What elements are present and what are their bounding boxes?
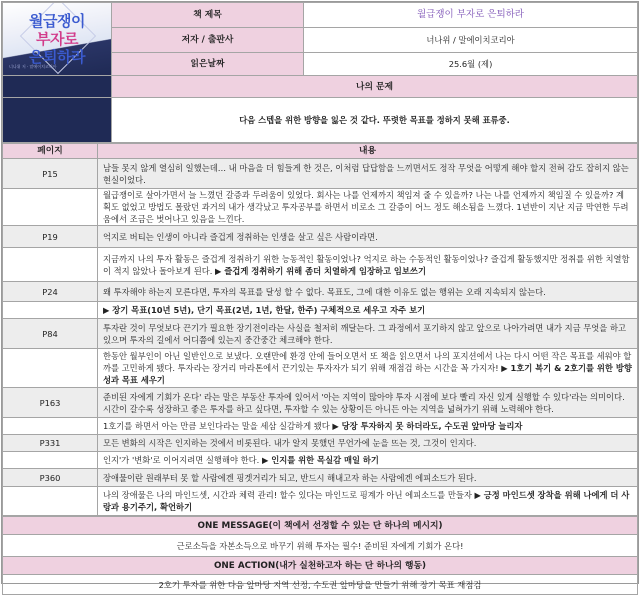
author-publisher: 너나위 / 말에이치코리아 bbox=[304, 28, 638, 53]
row-action-highlight: ▶ 긍정 마인드셋 장착을 위해 나에게 더 사랑과 용기주기, 확언하기 bbox=[103, 490, 630, 512]
table-row bbox=[3, 319, 638, 349]
cover-title-line2: 부자로 bbox=[36, 30, 78, 48]
row-action-highlight: ▶ 1호기 복기 & 2호기를 위한 방향성과 목표 세우기 bbox=[103, 363, 632, 385]
notes-rows bbox=[3, 159, 638, 516]
row-content bbox=[98, 302, 638, 319]
book-cover-lower bbox=[3, 76, 112, 98]
row-content-text: 모든 변화의 시작은 인지하는 것에서 비롯된다. 내가 알지 못했던 무언가에 눈을 뜨는 것, 그것이 인지다. bbox=[103, 438, 477, 448]
row-content-text: 한동안 월부인이 아닌 일반인으로 보냈다. 오랜만에 환경 안에 들어오면서 또 책을 읽으면서 나의 포지션에서 나는 다시 어떤 작은 목표를 세워야 할까를 고민하게 됐다. 투자라는 장거리 마라톤에서 끈기있는 투자자가 되기 위해 재점검 하는 시간을 꼭 가지자! bbox=[103, 351, 632, 373]
row-content-text: 지금까지 나의 투자 활동은 즐겁게 정취하기 위한 능동적인 활동이었나? 억지로 하는 수동적인 활동이었나? 즐겁게 활동했지만 정취를 위한 치열함이 적지 않았나 돌아보게 된다. bbox=[103, 253, 630, 276]
row-action-highlight: ▶ 인지를 위한 목실감 매일 하기 bbox=[261, 455, 379, 465]
row-content-text: 왜 투자해야 하는지 모른다면, 투자의 목표를 달성 할 수 없다. 목표도, 그에 대한 이유도 없는 행위는 오래 지속되지 않는다. bbox=[103, 286, 546, 297]
row-page bbox=[3, 302, 98, 319]
table-row bbox=[3, 302, 638, 319]
row-content bbox=[98, 435, 638, 452]
table-row bbox=[3, 487, 638, 516]
row-content bbox=[98, 189, 638, 226]
book-cover-image bbox=[3, 3, 111, 75]
row-content-text: 억지로 버티는 인생이 아니라 즐겁게 정취하는 인생을 살고 싶은 사람이라면. bbox=[103, 231, 378, 242]
row-page: P360 bbox=[3, 469, 98, 487]
summary-table bbox=[2, 516, 638, 595]
label-title: 책 제목 bbox=[112, 3, 304, 28]
book-title: 월급쟁이 부자로 은퇴하라 bbox=[304, 3, 638, 28]
table-row bbox=[3, 159, 638, 189]
cover-subtitle: 너나위 저 · 말에이치코리아 bbox=[9, 64, 57, 69]
row-action-highlight: ▶ 당장 투자하지 못 하더라도, 수도권 앞마당 늘리자 bbox=[332, 421, 523, 431]
row-page: P19 bbox=[3, 226, 98, 248]
one-message-text: 근로소득을 자본소득으로 바꾸기 위해 투자는 필수! 준비된 자에게 기회가 온다! bbox=[3, 535, 638, 557]
row-content bbox=[98, 349, 638, 388]
row-content-text: 남들 못지 않게 열심히 일했는데… 내 마음을 더 힘들게 한 것은, 이처럼 답답함을 느끼면서도 정작 무엇을 어떻게 해야 할지 전혀 감도 잡히지 않는 현실이었다. bbox=[103, 162, 629, 185]
row-page bbox=[3, 349, 98, 388]
table-row bbox=[3, 226, 638, 248]
row-content-text: 월급쟁이로 살아가면서 늘 느꼈던 갈증과 두려움이 있었다. 회사는 나를 언제까지 책임져 줄 수 있을까? 나는 나를 언제까지 책임질 수 있을까? 계획도 없었고 방법도 몰랐던 과거의 내가 생각났고 투자공부를 하면서 비로소 그 갈증이 어느 정도 해소됨을 느꼈다. 1년반이 지난 지금 막연한 두려움에서 조금은 벗어나고 있음을 느낀다. bbox=[103, 190, 629, 224]
table-row bbox=[3, 435, 638, 452]
row-content bbox=[98, 159, 638, 189]
row-page bbox=[3, 487, 98, 516]
row-content bbox=[98, 469, 638, 487]
row-page: P24 bbox=[3, 282, 98, 302]
row-action-highlight: ▶ 즐겁게 정취하기 위해 좀더 치열하게 임장하고 임보쓰기 bbox=[215, 265, 426, 276]
row-page bbox=[3, 189, 98, 226]
row-content bbox=[98, 418, 638, 435]
column-header-page: 페이지 bbox=[3, 144, 98, 159]
row-content-text: 장애물이란 원래부터 못 할 사람에겐 핑겟거리가 되고, 반드시 해내고자 하는 사람에겐 에피소드가 된다. bbox=[103, 472, 477, 483]
row-page bbox=[3, 248, 98, 282]
read-date: 25.6월 (제) bbox=[304, 53, 638, 76]
row-content-text: 투자란 것이 무엇보다 끈기가 필요한 장기전이라는 사실을 철저히 깨달는다. 그 과정에서 포기하지 않고 앞으로 나아가려면 내가 지금 무엇을 하고 있으며 투자의 길에서 어디쯤에 있는지 중간중간 체크해야 한다. bbox=[103, 322, 626, 345]
label-author-publisher: 저자 / 출판사 bbox=[112, 28, 304, 53]
table-row bbox=[3, 282, 638, 302]
book-cover-bottom bbox=[3, 98, 112, 143]
info-table bbox=[2, 2, 638, 143]
table-row bbox=[3, 388, 638, 418]
one-action-header: ONE ACTION(내가 실천하고자 하는 단 하나의 행동) bbox=[3, 557, 638, 575]
one-action-text: 2호기 투자를 위한 다음 앞마당 지역 선정, 수도권 앞마당을 만들기 위해 장기 목표 재점검 bbox=[3, 575, 638, 595]
table-row bbox=[3, 189, 638, 226]
row-page: P163 bbox=[3, 388, 98, 418]
row-page bbox=[3, 418, 98, 435]
book-cover bbox=[3, 3, 112, 76]
row-content-text: 1호기를 하면서 아는 만큼 보인다라는 말을 세삼 실감하게 됐다 bbox=[103, 421, 330, 431]
row-page: P15 bbox=[3, 159, 98, 189]
problem-text: 다음 스텝을 위한 방향을 잃은 것 같다. 뚜렷한 목표를 정하지 못해 표류중. bbox=[112, 98, 638, 143]
row-content-text: 준비된 자에게 기회가 온다' 라는 말은 부동산 투자에 있어서 '아는 지역이 많아야 투자 시점에 보다 빨리 자신 있게 실행할 수 있다'라는 의미이다. 시간이 갈수록 성장하고 좋은 투자를 하고 싶다면, 투자할 수 있는 상황이든 아니든 아는 지역을 넓혀가기 위해 노력해야 한다. bbox=[103, 391, 625, 414]
row-content bbox=[98, 319, 638, 349]
row-content-text: 나의 장애물은 나의 마인드셋, 시간과 체력 관리! 할수 있다는 마인드로 핑계가 아닌 에피소드를 만들자 bbox=[103, 490, 472, 500]
row-content bbox=[98, 452, 638, 469]
table-row bbox=[3, 349, 638, 388]
table-row bbox=[3, 452, 638, 469]
row-page: P331 bbox=[3, 435, 98, 452]
table-row bbox=[3, 469, 638, 487]
row-content bbox=[98, 226, 638, 248]
table-row bbox=[3, 248, 638, 282]
cover-title-line1: 월급쟁이 bbox=[29, 12, 85, 30]
row-action-highlight: ▶ 장기 목표(10년 5년), 단기 목표(2년, 1년, 한달, 한주) 구체적으로 세우고 자주 보기 bbox=[103, 305, 426, 315]
row-page: P84 bbox=[3, 319, 98, 349]
row-content bbox=[98, 282, 638, 302]
label-read-date: 읽은날짜 bbox=[112, 53, 304, 76]
row-content bbox=[98, 248, 638, 282]
notes-table bbox=[2, 143, 638, 516]
row-page bbox=[3, 452, 98, 469]
row-content bbox=[98, 388, 638, 418]
one-message-header: ONE MESSAGE(이 책에서 선정할 수 있는 단 하나의 메시지) bbox=[3, 517, 638, 535]
table-row bbox=[3, 418, 638, 435]
problem-header: 나의 문제 bbox=[112, 76, 638, 98]
book-review-sheet bbox=[1, 1, 639, 590]
column-header-content: 내용 bbox=[98, 144, 638, 159]
row-content-text: 인지'가 '변화'로 이어지려면 실행해야 한다. bbox=[103, 455, 260, 465]
cover-title-line3: 은퇴하라 bbox=[29, 48, 85, 66]
row-content bbox=[98, 487, 638, 516]
